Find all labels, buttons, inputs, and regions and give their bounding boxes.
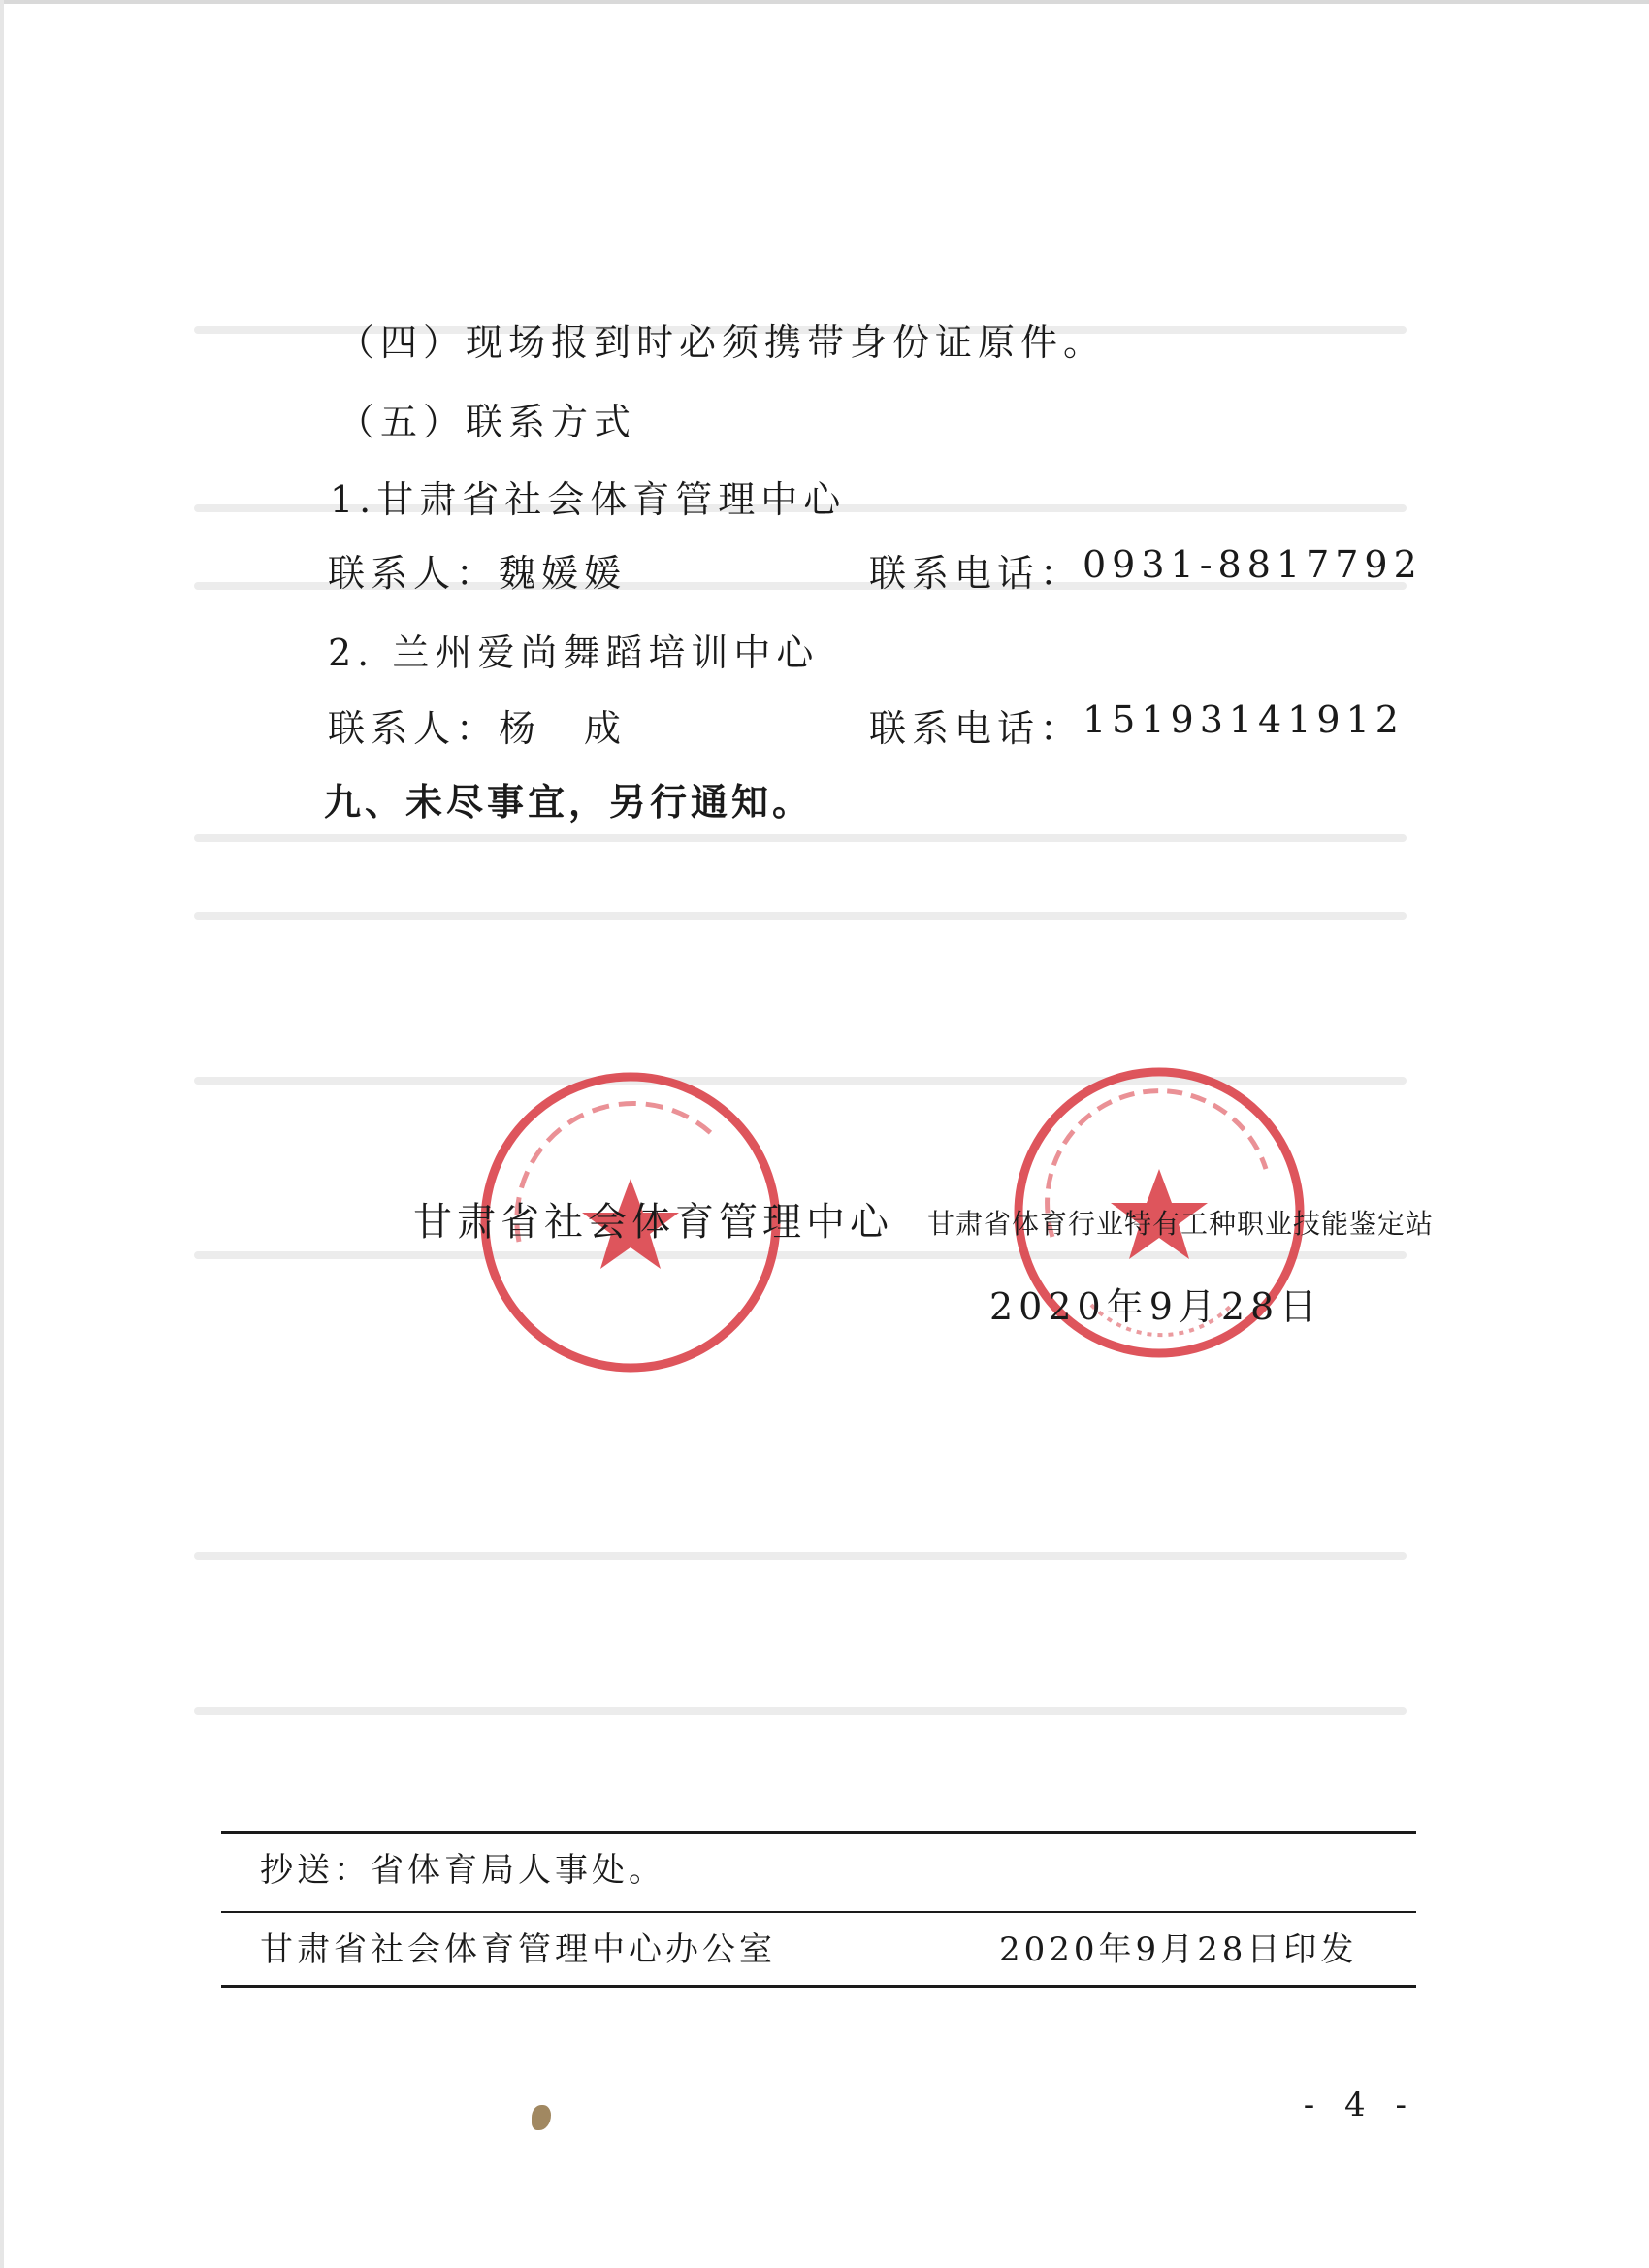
footer-rule-top <box>221 1831 1416 1834</box>
item-4-text: （四）现场报到时必须携带身份证原件。 <box>338 321 1107 364</box>
contact-1-phone-label: 联系电话： <box>869 552 1083 595</box>
bleed-through-line <box>194 1552 1406 1560</box>
scan-edge-top <box>0 0 1649 4</box>
print-date: 2020年9月28日印发 <box>999 1930 1358 1969</box>
section-9-heading: 九、未尽事宜，另行通知。 <box>324 781 814 824</box>
bleed-through-line <box>194 1707 1406 1715</box>
contact-2-phone: 15193141912 <box>1083 698 1405 741</box>
signatory-org-1: 甘肃省社会体育管理中心 <box>413 1200 893 1245</box>
footer-rule-bottom <box>221 1985 1416 1988</box>
signatory-org-2: 甘肃省体育行业特有工种职业技能鉴定站 <box>927 1208 1435 1240</box>
bleed-through-line <box>194 912 1406 920</box>
scan-edge-left <box>0 0 4 2268</box>
contact-1-phone: 0931-8817792 <box>1083 543 1423 586</box>
contact-2-org: 2. 兰州爱尚舞蹈培训中心 <box>328 632 820 674</box>
issuing-office: 甘肃省社会体育管理中心办公室 <box>260 1930 776 1969</box>
signature-date: 2020年9月28日 <box>989 1285 1323 1328</box>
page-number: - 4 - <box>1303 2086 1416 2124</box>
scan-smudge <box>532 2105 551 2130</box>
contact-1-name: 魏媛媛 <box>499 552 628 595</box>
contact-1-label: 联系人： <box>328 552 500 595</box>
item-5-heading: （五）联系方式 <box>338 401 637 443</box>
contact-2-label: 联系人： <box>328 707 500 750</box>
cc-line: 抄送：省体育局人事处。 <box>260 1851 665 1890</box>
contact-2-phone-label: 联系电话： <box>869 707 1083 750</box>
bleed-through-line <box>194 834 1406 842</box>
contact-1-org: 1.甘肃省社会体育管理中心 <box>330 478 847 521</box>
footer-rule-middle <box>221 1911 1416 1913</box>
contact-2-name: 杨 成 <box>499 707 628 750</box>
